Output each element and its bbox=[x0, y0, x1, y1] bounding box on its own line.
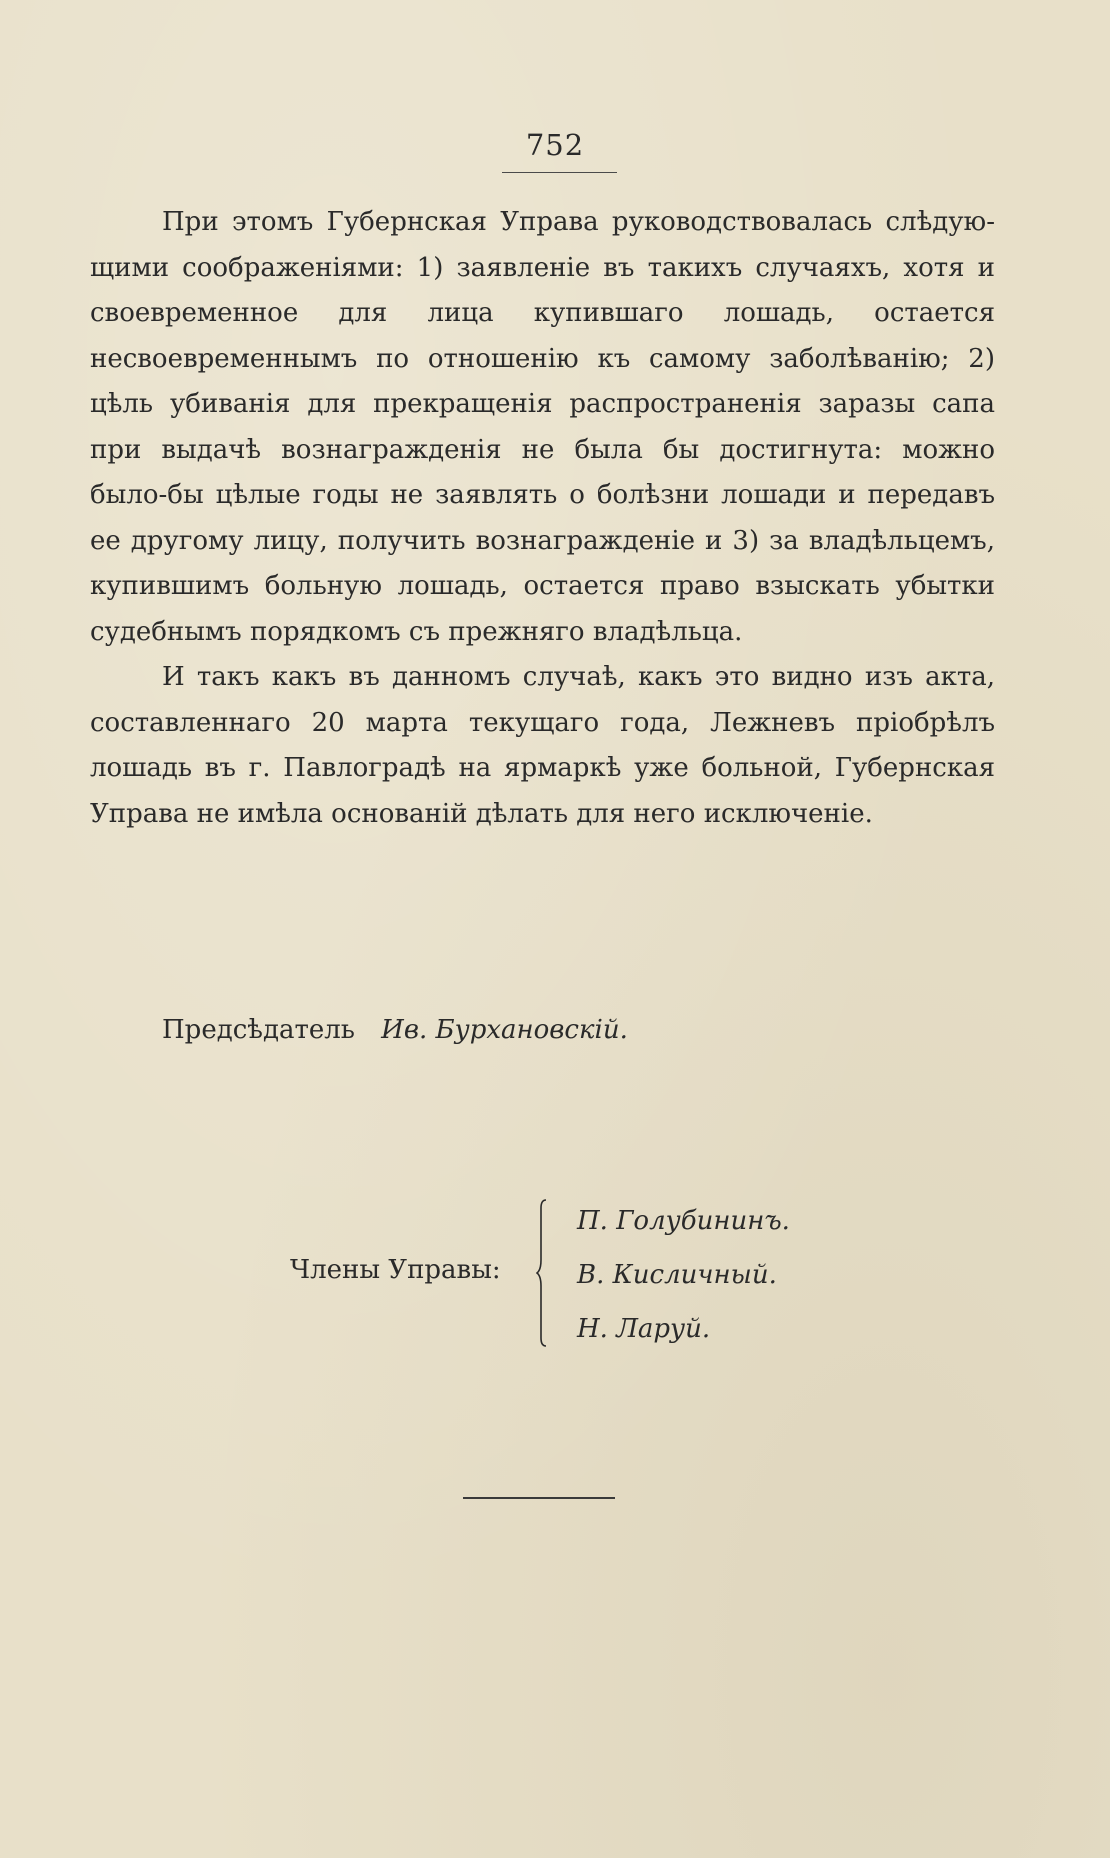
paragraph-2: И такъ какъ въ данномъ случаѣ, какъ это видно изъ акта, составленнаго 20 марта текущаго года, Лежневъ пріобрѣлъ лошадь въ г. Павлоградѣ на ярмаркѣ уже больной, Губернская Управа не имѣла основаній дѣлать для него исключеніе. bbox=[90, 662, 995, 829]
page-number: 752 bbox=[525, 128, 585, 162]
chairman-signature bbox=[162, 1015, 628, 1045]
chairman-name: Ив. Бурхановскій. bbox=[381, 1015, 628, 1045]
members-list bbox=[577, 1198, 790, 1360]
page-number-underline bbox=[502, 172, 617, 173]
member-name: П. Голубининъ. bbox=[577, 1206, 790, 1236]
members-label: Члены Управы: bbox=[290, 1255, 501, 1285]
member-name: Н. Ларуй. bbox=[577, 1314, 711, 1344]
brace-icon bbox=[536, 1198, 550, 1348]
body-text bbox=[90, 200, 995, 837]
member-name: В. Кисличный. bbox=[577, 1260, 777, 1290]
chairman-title: Предсѣдатель bbox=[162, 1015, 355, 1045]
paragraph-1: При этомъ Губернская Управа руководствовалась слѣдующими соображеніями: 1) заявленіе въ такихъ случаяхъ, хотя и своевременное для лица купившаго лошадь, остается несвоевременнымъ по отношенію къ самому заболѣванію; 2) цѣль убиванія для прекращенія распространенія заразы сапа при выдачѣ вознагражденія не была бы достигнута: можно было-бы цѣлые годы не заявлять о болѣзни лошади и передавъ ее другому лицу, получить вознагражденіе и 3) за владѣльцемъ, купившимъ больную лошадь, остается право взыскать убытки судебнымъ порядкомъ съ прежняго владѣльца. bbox=[90, 207, 995, 647]
end-divider bbox=[463, 1497, 615, 1499]
